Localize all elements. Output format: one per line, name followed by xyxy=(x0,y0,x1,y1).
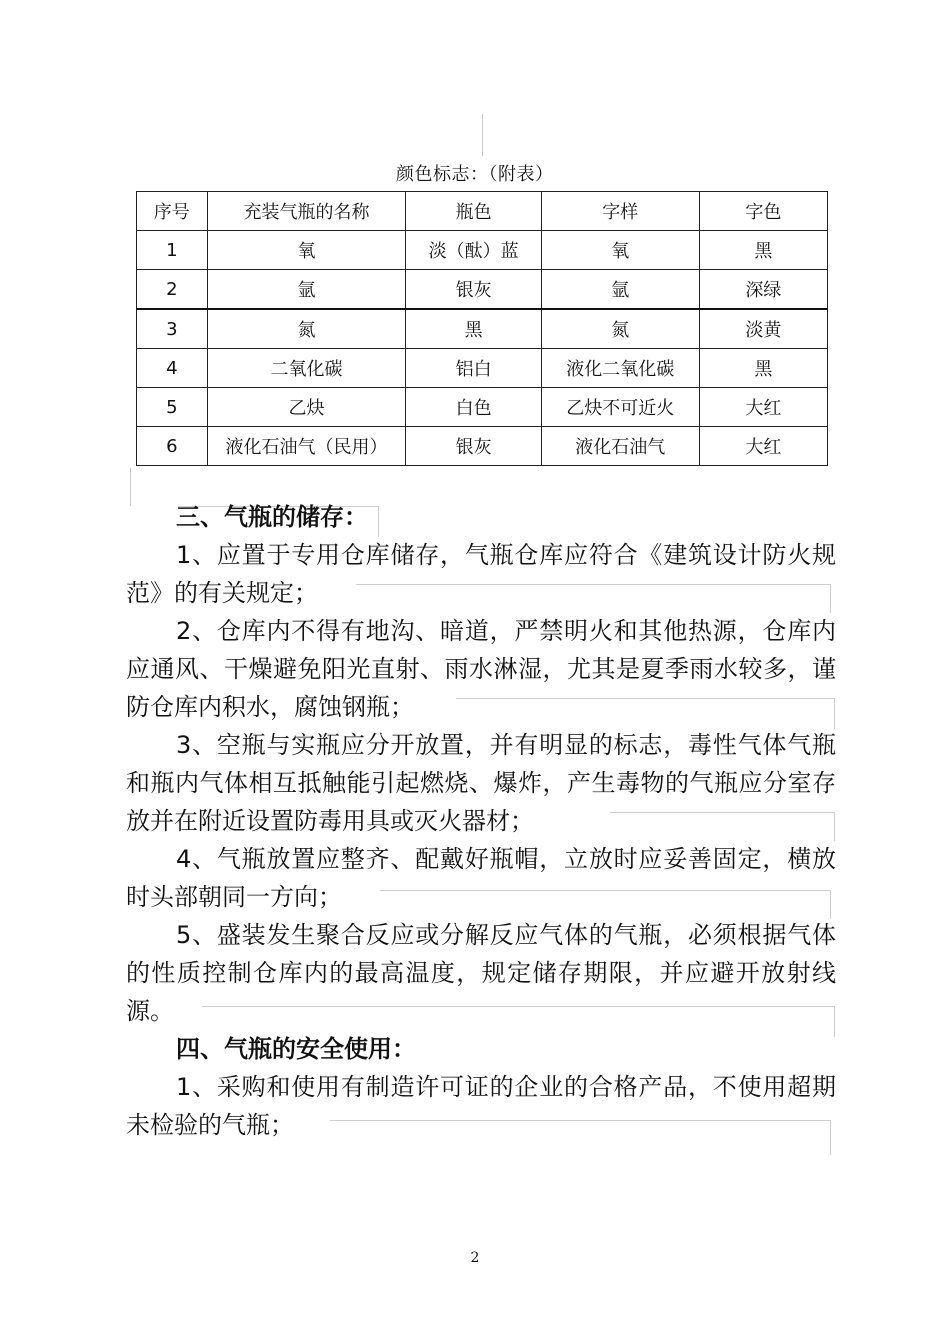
paragraph xyxy=(126,726,836,840)
table-cell: 3 xyxy=(137,309,208,349)
layout-mark xyxy=(482,114,483,156)
table-cell: 黑 xyxy=(699,231,827,270)
paragraph xyxy=(126,840,836,916)
table-cell: 乙炔不可近火 xyxy=(541,388,699,427)
table-row xyxy=(137,270,828,310)
cylinder-color-table xyxy=(136,191,828,466)
table-cell: 白色 xyxy=(406,388,541,427)
table-cell: 5 xyxy=(137,388,208,427)
paragraph xyxy=(126,612,836,726)
table-cell: 淡黄 xyxy=(699,309,827,349)
table-cell: 铝白 xyxy=(406,349,541,388)
table-row xyxy=(137,231,828,270)
table-row xyxy=(137,349,828,388)
table-cell: 大红 xyxy=(699,388,827,427)
table-row xyxy=(137,388,828,427)
table-cell: 黑 xyxy=(699,349,827,388)
table-cell: 1 xyxy=(137,231,208,270)
section-heading xyxy=(126,498,836,536)
table-header-row xyxy=(137,192,828,231)
header-cell: 充装气瓶的名称 xyxy=(207,192,406,231)
table-row xyxy=(137,309,828,349)
table-cell: 银灰 xyxy=(406,427,541,466)
header-cell: 序号 xyxy=(137,192,208,231)
table-cell: 银灰 xyxy=(406,270,541,310)
table-cell: 4 xyxy=(137,349,208,388)
table-cell: 氮 xyxy=(207,309,406,349)
table-cell: 液化石油气（民用） xyxy=(207,427,406,466)
table-cell: 氩 xyxy=(541,270,699,310)
table-cell: 氮 xyxy=(541,309,699,349)
paragraph xyxy=(126,916,836,1030)
paragraph xyxy=(126,536,836,612)
header-cell: 字色 xyxy=(699,192,827,231)
header-cell: 瓶色 xyxy=(406,192,541,231)
table-cell: 深绿 xyxy=(699,270,827,310)
document-body xyxy=(126,498,836,1144)
paragraph-text: 1、应置于专用仓库储存，气瓶仓库应符合《建筑设计防火规范》的有关规定； xyxy=(126,541,836,607)
section-heading xyxy=(126,1030,836,1068)
table-cell: 6 xyxy=(137,427,208,466)
paragraph-text: 5、盛装发生聚合反应或分解反应气体的气瓶，必须根据气体的性质控制仓库内的最高温度，规定储存期限，并应避开放射线源。 xyxy=(126,921,836,1025)
table-cell: 二氧化碳 xyxy=(207,349,406,388)
table-cell: 氧 xyxy=(541,231,699,270)
paragraph-text: 4、气瓶放置应整齐、配戴好瓶帽，立放时应妥善固定，横放时头部朝同一方向； xyxy=(126,845,836,911)
heading-text: 三、气瓶的储存： xyxy=(176,503,368,531)
paragraph-text: 1、采购和使用有制造许可证的企业的合格产品，不使用超期未检验的气瓶； xyxy=(126,1073,836,1139)
paragraph-text: 2、仓库内不得有地沟、暗道，严禁明火和其他热源，仓库内应通风、干燥避免阳光直射、雨水淋湿，尤其是夏季雨水较多，谨防仓库内积水，腐蚀钢瓶； xyxy=(126,617,836,721)
table-cell: 黑 xyxy=(406,309,541,349)
table-row xyxy=(137,427,828,466)
heading-text: 四、气瓶的安全使用： xyxy=(176,1035,416,1063)
table-cell: 液化石油气 xyxy=(541,427,699,466)
header-cell: 字样 xyxy=(541,192,699,231)
table-cell: 液化二氧化碳 xyxy=(541,349,699,388)
table-cell: 淡（酞）蓝 xyxy=(406,231,541,270)
table-cell: 氧 xyxy=(207,231,406,270)
table-cell: 2 xyxy=(137,270,208,310)
table-caption: 颜色标志：（附表） xyxy=(396,164,554,185)
paragraph xyxy=(126,1068,836,1144)
paragraph-text: 3、空瓶与实瓶应分开放置，并有明显的标志，毒性气体气瓶和瓶内气体相互抵触能引起燃烧、爆炸，产生毒物的气瓶应分室存放并在附近设置防毒用具或灭火器材； xyxy=(126,731,836,835)
page-number: 2 xyxy=(470,1250,480,1266)
table-cell: 乙炔 xyxy=(207,388,406,427)
table-cell: 大红 xyxy=(699,427,827,466)
table-cell: 氩 xyxy=(207,270,406,310)
